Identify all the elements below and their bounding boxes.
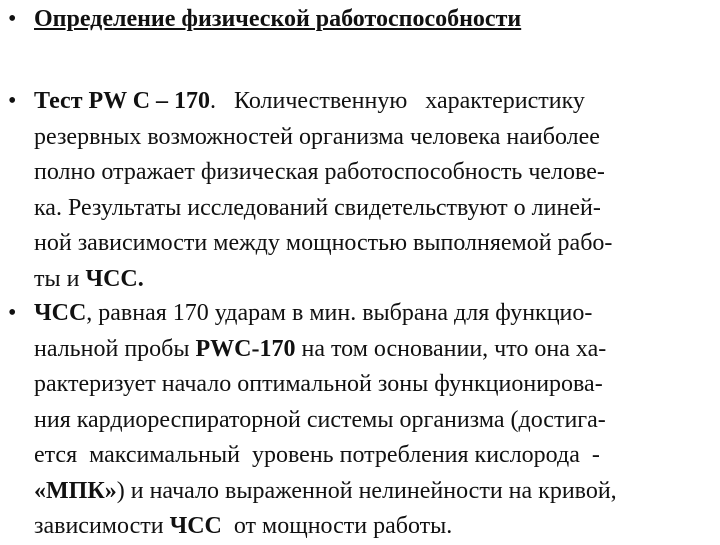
para1-line-6	[8, 262, 714, 298]
para2-line-1-rest: , равная 170 ударам в мин. выбрана для функцио-	[86, 300, 593, 326]
para2-line-7-pre: зависимости	[34, 513, 170, 539]
para2-line-2	[8, 332, 714, 368]
para1-line-1	[8, 84, 714, 120]
hr-170-bullet	[8, 296, 714, 545]
para1-line-2: резервных возможностей организма человека наиболее	[34, 123, 600, 150]
pwc-term: PWC-170	[195, 335, 296, 362]
para1-line-6-text: ты и	[34, 265, 86, 292]
heading-line	[8, 2, 714, 38]
para2-line-5: ется максимальный уровень потребления кислорода -	[34, 442, 600, 468]
para2-line-4: ния кардиореспираторной системы организма (достига-	[34, 406, 606, 433]
bullet-dot: •	[8, 6, 17, 32]
pwc-test-bullet	[8, 84, 714, 297]
para2-line-2-pre: нальной пробы	[34, 335, 196, 362]
para2-line-1	[8, 296, 714, 332]
para2-line-6-rest: ) и начало выраженной нелинейности на кривой,	[116, 477, 617, 504]
bullet-dot: •	[8, 88, 17, 114]
hr-abbrev: ЧСС	[34, 300, 87, 326]
hr-abbrev: ЧСС	[169, 513, 222, 539]
heading-text: Определение физической работоспособности	[34, 6, 522, 32]
mpk-term: «МПК»	[34, 477, 117, 504]
para1-line-1-rest: Количественную характеристику	[234, 88, 585, 114]
hr-abbrev: ЧСС.	[85, 265, 144, 292]
para2-line-3: рактеризует начало оптимальной зоны функционирова-	[34, 371, 603, 397]
test-name: Тест PW C – 170	[34, 88, 211, 114]
para2-line-7	[8, 509, 714, 545]
bullet-dot: •	[8, 300, 17, 326]
para1-line-4: ка. Результаты исследований свидетельствуют о линей-	[34, 194, 601, 221]
para2-line-7-rest: от мощности работы.	[221, 513, 453, 539]
para2-line-2-rest: на том основании, что она ха-	[295, 335, 607, 362]
test-name-period: .	[210, 88, 217, 114]
para2-line-6	[8, 474, 714, 510]
para1-line-3: полно отражает физическая работоспособность челове-	[34, 159, 605, 185]
para1-line-5: ной зависимости между мощностью выполняемой рабо-	[34, 230, 613, 256]
heading-bullet	[8, 2, 714, 38]
